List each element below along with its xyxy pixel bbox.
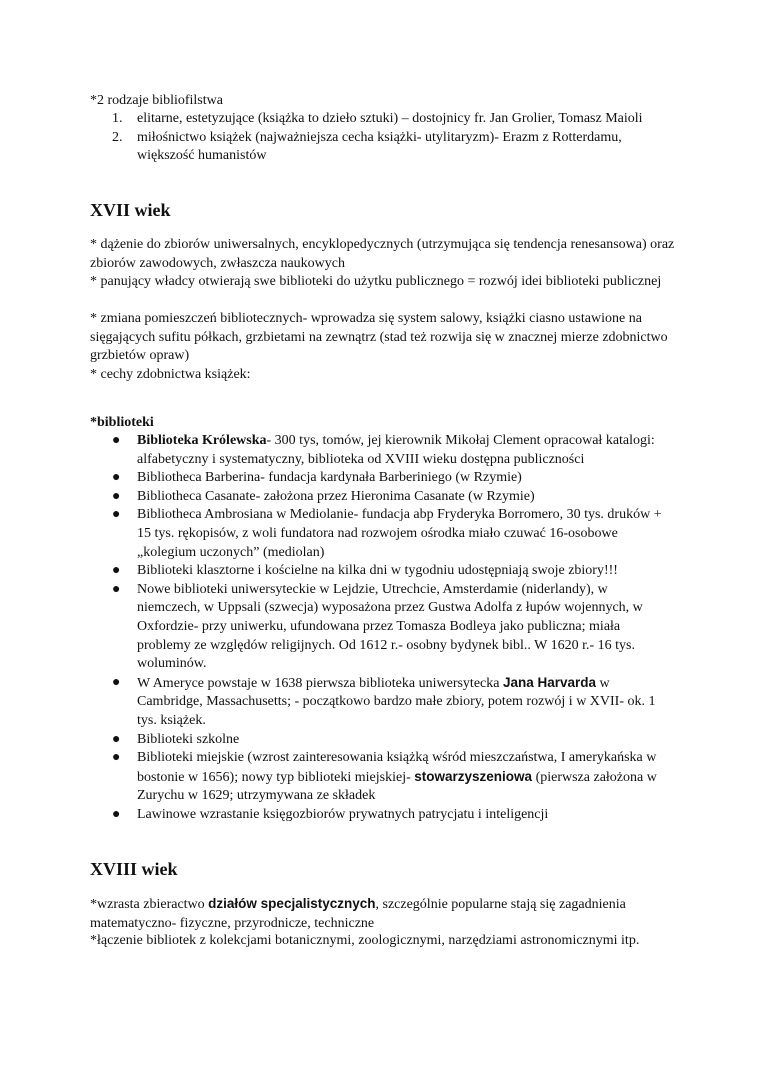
list-item-text: elitarne, estetyzujące (książka to dzieło sztuki) – dostojnicy fr. Jan Grolier, Tomasz Maioli xyxy=(137,111,643,126)
list-number: 1. xyxy=(112,111,123,126)
bibliophily-list xyxy=(90,110,680,166)
library-name: Biblioteka Królewska xyxy=(137,433,267,448)
xviii-paragraph-1: *wzrasta zbieractwo działów specjalistycznych, szczególnie popularne stają się zagadnienia matematyczno- fizyczne, przyrodnicze, techniczne xyxy=(90,896,626,931)
list-item-text: miłośnictwo książek (najważniejsza cecha książki- utylitaryzm)- Erazm z Rotterdamu, większość humanistów xyxy=(137,129,622,164)
list-item: ● Bibliotheca Barberina- fundacja kardynała Barberiniego (w Rzymie) xyxy=(90,469,670,488)
libraries-heading: *biblioteki xyxy=(90,415,154,430)
xvii-paragraph-3: * zmiana pomieszczeń bibliotecznych- wprowadza się system salowy, książki ciasno ustawione na sięgających sufitu półkach, grzbietami na zewnątrz (stad też rozwija się w znacznej mierze zdobnictwo grzbietów opraw) xyxy=(90,311,668,364)
bullet-icon: ● xyxy=(112,581,121,597)
list-item xyxy=(90,129,680,166)
libraries-list xyxy=(90,432,670,824)
list-item: ● Biblioteka Królewska- 300 tys, tomów, jej kierownik Mikołaj Clement opracował katalogi: alfabetyczny i systematyczny, biblioteka od XVIII wieku dostępna publiczności xyxy=(112,433,655,467)
xvii-paragraph-1: * dążenie do zbiorów uniwersalnych, encyklopedycznych (utrzymująca się tendencja renesansowa) oraz zbiorów zawodowych, zwłaszcza naukowych xyxy=(90,237,675,271)
list-item: ● Bibliotheca Casanate- założona przez Hieronima Casanate (w Rzymie) xyxy=(90,488,670,507)
heading-xviii: XVIII wiek xyxy=(90,859,178,879)
heading-xvii: XVII wiek xyxy=(90,200,171,220)
list-number: 2. xyxy=(112,129,123,145)
bullet-icon: ● xyxy=(112,507,121,523)
bullet-icon: ● xyxy=(112,731,121,747)
list-item: ● Bibliotheca Ambrosiana w Mediolanie- fundacja abp Fryderyka Borromero, 30 tys. druków + 15 tys. rękopisów, z woli fundatora nad rozwojem ośrodka miało czuwać 16-osobowe „kolegium uczonych” (mediolan) xyxy=(112,507,662,560)
xviii-paragraph-2: *łączenie bibliotek z kolekcjami botanicznymi, zoologicznymi, narzędziami astronomicznymi itp. xyxy=(90,933,640,948)
xvii-paragraph-4: * cechy zdobnictwa książek: xyxy=(90,367,251,382)
bullet-icon: ● xyxy=(112,674,121,690)
xvii-paragraph-2: * panujący władcy otwierają swe biblioteki do użytku publicznego = rozwój idei biblioteki publicznej xyxy=(90,274,662,289)
bullet-icon: ● xyxy=(112,806,121,822)
list-item: ● Biblioteki miejskie (wzrost zainteresowania książką wśród mieszczaństwa, I amerykańska w bostonie w 1656); nowy typ biblioteki miejskiej- stowarzyszeniowa (pierwsza założona w Zurychu w 1629; utrzymywana ze składek xyxy=(112,750,657,804)
association-term: stowarzyszeniowa xyxy=(414,768,533,784)
bibliophily-intro: *2 rodzaje bibliofilstwa xyxy=(90,93,223,108)
bullet-icon: ● xyxy=(112,488,121,504)
list-item: ● Lawinowe wzrastanie księgozbiorów prywatnych patrycjatu i inteligencji xyxy=(90,806,670,825)
list-item: ● Biblioteki szkolne xyxy=(90,731,670,750)
bullet-icon: ● xyxy=(112,433,121,448)
list-item: ● W Ameryce powstaje w 1638 pierwsza biblioteka uniwersytecka Jana Harvarda w Cambridge, Massachusetts; - początkowo bardzo małe zbiory, potem rozwój i w XVII- ok. 1 tys. książek. xyxy=(112,674,656,728)
bullet-icon: ● xyxy=(112,750,121,766)
list-item xyxy=(90,110,680,129)
list-item: ● Biblioteki klasztorne i kościelne na kilka dni w tygodniu udostępniają swoje zbiory!!! xyxy=(90,562,670,581)
bullet-icon: ● xyxy=(112,563,121,579)
specialist-term: działów specjalistycznych xyxy=(208,896,376,911)
bullet-icon: ● xyxy=(112,470,121,486)
list-item: ● Nowe biblioteki uniwersyteckie w Lejdzie, Utrechcie, Amsterdamie (niderlandy), w niemczech, w Uppsali (szwecja) wyposażona przez Gustwa Adolfa z łupów wojennych, w Oxfordzie- przy uniwerku, ufundowana przez Tomasza Bodleya jako publiczna; miała problemy ze względów religijnych. Od 1612 r.- osobny bydynek bibl.. W 1620 r.- 16 tys. woluminów. xyxy=(112,581,643,672)
harvard-name: Jana Harvarda xyxy=(502,674,597,690)
